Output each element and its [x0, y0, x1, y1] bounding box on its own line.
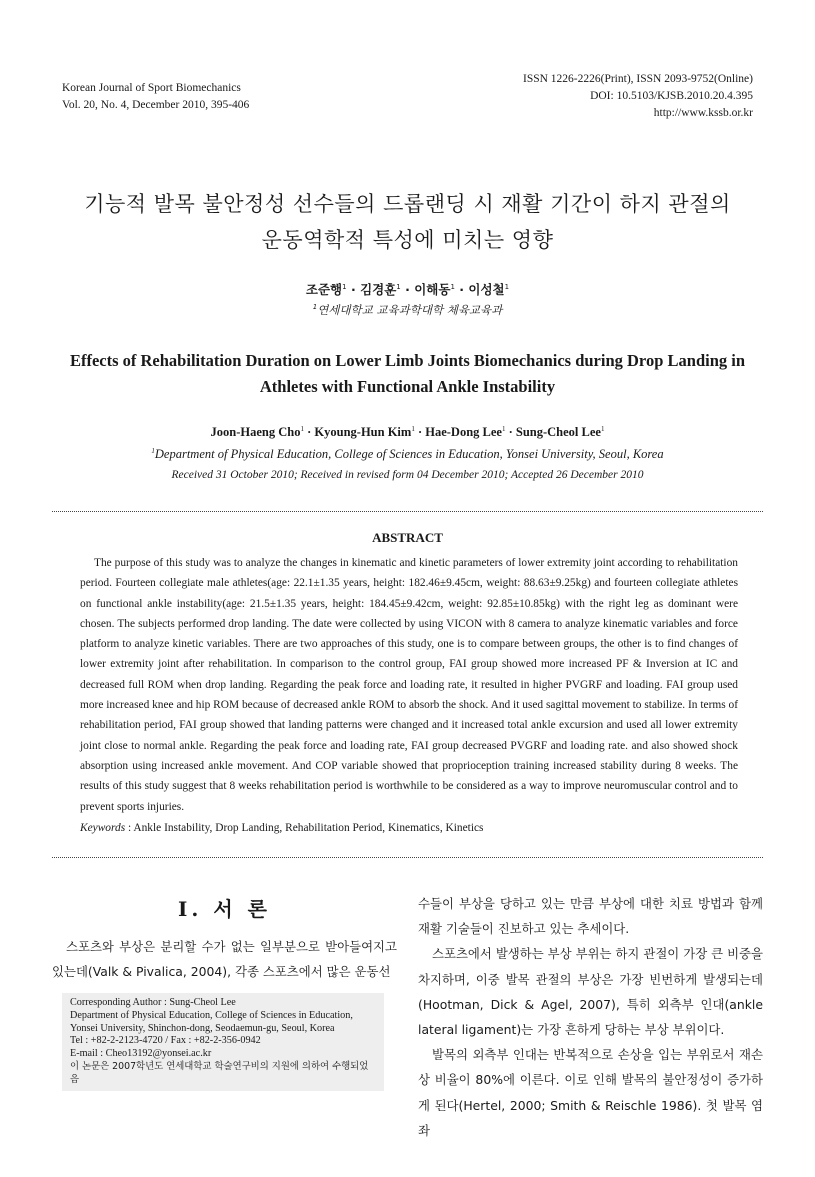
- intro-left-paragraph: 스포츠와 부상은 분리할 수가 없는 일부분으로 받아들여지고 있는데(Valk & Pivalica, 2004), 각종 스포츠에서 많은 운동선: [52, 939, 397, 979]
- divider: [52, 511, 763, 512]
- journal-volume: Vol. 20, No. 4, December 2010, 395-406: [62, 99, 250, 111]
- keywords-list: : Ankle Instability, Drop Landing, Rehabilitation Period, Kinematics, Kinetics: [128, 822, 484, 834]
- korean-authors: 조준행$^1$ · 김경훈$^1$ · 이해동$^1$ · 이성철$^1$: [305, 282, 510, 297]
- english-author: Hae-Dong Lee: [425, 425, 502, 440]
- intro-right-column: [418, 891, 763, 1143]
- publication-info: [523, 71, 753, 122]
- english-title-line1: Effects of Rehabilitation Duration on Lower Limb Joints Biomechanics during Drop Landing in: [69, 351, 746, 370]
- corr-dept: Department of Physical Education, College of Sciences in Education,: [70, 1009, 353, 1021]
- korean-author: 김경훈: [360, 282, 397, 297]
- journal-info: [62, 80, 249, 114]
- abstract-heading: ABSTRACT: [372, 530, 443, 545]
- divider: [52, 857, 763, 858]
- received-dates: Received 31 October 2010; Received in revised form 04 December 2010; Accepted 26 December 2010: [171, 469, 644, 481]
- english-author: Kyoung-Hun Kim: [314, 425, 412, 440]
- english-affiliation: $^1$Department of Physical Education, College of Sciences in Education, Yonsei University, Seoul, Korea: [151, 447, 664, 462]
- korean-title-line1: 기능적 발목 불안정성 선수들의 드롭랜딩 시 재활 기간이 하지 관절의: [84, 192, 731, 216]
- corr-funding: 이 논문은 2007학년도 연세대학교 학술연구비의 지원에 의하여 수행되었음: [70, 1060, 369, 1085]
- keywords-label: Keywords: [80, 822, 126, 834]
- issn: ISSN 1226-2226(Print), ISSN 2093-9752(Online): [523, 73, 753, 85]
- section-heading: I. 서 론: [178, 897, 271, 921]
- english-author: Sung-Cheol Lee: [515, 425, 601, 440]
- corr-email[interactable]: E-mail : Cheo13192@yonsei.ac.kr: [70, 1048, 212, 1060]
- english-authors: Joon-Haeng Cho$^1$ · Kyoung-Hun Kim$^1$ · Hae-Dong Lee$^1$ · Sung-Cheol Lee$^1$: [210, 425, 605, 440]
- korean-title-line2: 운동역학적 특성에 미치는 영향: [261, 228, 554, 252]
- intro-paragraph: 스포츠에서 발생하는 부상 부위는 하지 관절이 가장 큰 비중을 차지하며, 이중 발목 관절의 부상은 가장 빈번하게 발생되는데(Hootman, Dick & Agel, 2007), 특히 외측부 인대(ankle lateral ligament)는 가장 흔하게 당하는 부상 부위이다.: [418, 946, 763, 1038]
- corr-address: Yonsei University, Shinchon-dong, Seodaemun-gu, Seoul, Korea: [70, 1022, 335, 1034]
- keywords: [80, 822, 740, 834]
- korean-affiliation: $^1$연세대학교 교육과학대학 체육교육과: [312, 303, 503, 317]
- corr-phone: Tel : +82-2-2123-4720 / Fax : +82-2-356-0942: [70, 1035, 261, 1047]
- korean-author: 이해동: [414, 282, 451, 297]
- journal-url[interactable]: http://www.kssb.or.kr: [653, 107, 753, 119]
- correspondence-box: [62, 993, 384, 1091]
- intro-paragraph: 수들이 부상을 당하고 있는 만큼 부상에 대한 치료 방법과 함께 재활 기술들이 진보하고 있는 추세이다.: [418, 896, 763, 937]
- corr-author: Corresponding Author : Sung-Cheol Lee: [70, 997, 236, 1008]
- doi: DOI: 10.5103/KJSB.2010.20.4.395: [590, 90, 753, 102]
- intro-paragraph: 발목의 외측부 인대는 반복적으로 손상을 입는 부위로서 재손상 비율이 80%에 이른다. 이로 인해 발목의 불안정성이 증가하게 된다(Hertel, 2000; Smith & Reischle 1986). 첫 발목 염좌: [418, 1047, 763, 1138]
- korean-title: [0, 186, 815, 258]
- korean-author: 이성철: [468, 282, 505, 297]
- english-title-line2: Athletes with Functional Ankle Instability: [259, 377, 556, 396]
- abstract-text: The purpose of this study was to analyze the changes in kinematic and kinetic parameters of lower extremity joint according to rehabilitation period. Fourteen collegiate male athletes(age: 22.1±1.35 years, height: 182.46±9.45cm, weight: 88.63±9.25kg) and fourteen collegiate athletes on functional ankle instability(age: 21.5±1.35 years, height: 184.45±9.42cm, weight: 92.85±10.85kg) with the right leg as dominant were chosen. The subjects performed drop landing. The date were collected by using VICON with 8 camera to analyze kinematic variables and force platform to analyze kinetic variables. There are two approaches of this study, one is to compare between groups, the other is to find changes of lower extremity joint after rehabilitation. In comparison to the control group, FAI group showed more increased PF & Inversion at IC and decreased full ROM when drop landing. Regarding the peak force and loading rate, it resulted in higher PVGRF and loading. FAI group used more increased knee and hip ROM because of decreased ankle ROM to absorb the shock. And it used sagittal movement to stabilize. In terms of rehabilitation period, FAI group showed that landing patterns were changed and it increased total ankle excursion and used all lower extremity joint close to normal ankle. Regarding the peak force and loading rate, FAI group decreased PVGRF and loading rate. and also showed shock absorption using increased ankle movement. And COP variable showed that proprioception training increased stability during 8 weeks. The results of this study suggest that 8 weeks rehabilitation period is worthwhile to be considered as a way to improve neuromuscular control and to prevent sports injuries.: [80, 557, 738, 813]
- korean-author: 조준행: [305, 282, 343, 297]
- journal-name: Korean Journal of Sport Biomechanics: [62, 82, 241, 94]
- english-author: Joon-Haeng Cho: [210, 425, 301, 440]
- english-title: [40, 348, 775, 400]
